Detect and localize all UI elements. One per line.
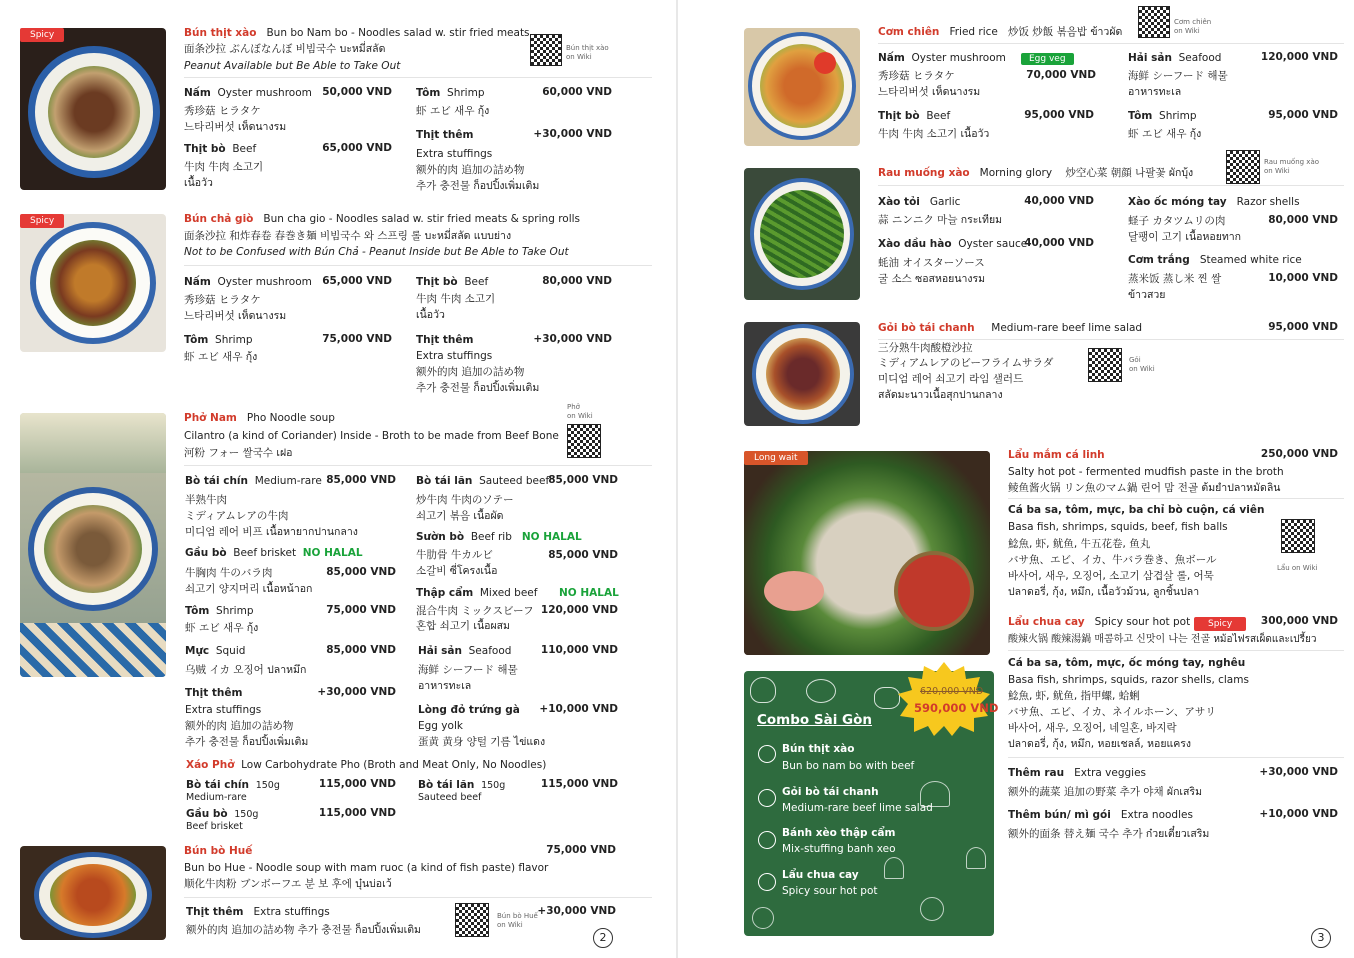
dish-translations: 炒空心菜 朝顔 나팔꽃 ผักบุ้ง bbox=[1065, 167, 1194, 179]
dish-title: Bún bò Huế bbox=[184, 845, 253, 857]
item-en: Beef brisket bbox=[233, 547, 297, 559]
item-translation: 蛏子 カタツムリの肉 bbox=[1128, 215, 1226, 227]
item-price: +10,000 VND bbox=[539, 703, 618, 715]
item-en: Beef rib bbox=[470, 531, 512, 543]
item-translation: 虾 エビ 새우 กุ้ง bbox=[416, 105, 490, 117]
item-name: Nấm bbox=[878, 52, 905, 64]
item-en: Beef bbox=[232, 143, 257, 155]
meal-icon bbox=[758, 873, 776, 891]
item-price: 80,000 VND bbox=[542, 275, 612, 287]
item-translation: バサ魚、エビ、イカ、ネイルホーン、アサリ bbox=[1008, 706, 1216, 718]
item-name: Thập cẩm bbox=[416, 587, 474, 599]
hot-pot-photo bbox=[744, 451, 990, 655]
item-price: +30,000 VND bbox=[533, 128, 612, 140]
item-name: Thịt bò bbox=[878, 110, 920, 122]
item-price: 250,000 VND bbox=[1260, 448, 1338, 460]
item-price: 110,000 VND bbox=[540, 644, 618, 656]
item-translation: 미디엄 레어 쇠고기 라임 샐러드 bbox=[878, 373, 1024, 385]
item-translation: เนื้อวัว bbox=[416, 309, 445, 321]
item-translation: 蛋黄 黄身 양털 기름 ไข่แดง bbox=[418, 736, 546, 748]
item-translation: สลัดมะนาวเนื้อสุกปานกลาง bbox=[878, 389, 1003, 401]
item-name: Cơm trắng bbox=[1128, 254, 1190, 266]
item-price: +30,000 VND bbox=[1259, 766, 1338, 778]
combo-item-en: Medium-rare beef lime salad bbox=[782, 802, 933, 814]
egg-veg-badge: Egg veg bbox=[1021, 53, 1074, 65]
item-price: 85,000 VND bbox=[326, 474, 396, 486]
dish-description: Cilantro (a kind of Coriander) Inside - Broth to be made from Beef Bone bbox=[184, 430, 559, 442]
dish-title: Bún thịt xào bbox=[184, 27, 257, 39]
item-translation: 虾 エビ 새우 กุ้ง bbox=[185, 622, 259, 634]
item-name: Gầu bò bbox=[185, 547, 227, 559]
item-price: +30,000 VND bbox=[317, 686, 396, 698]
item-price: 115,000 VND bbox=[318, 778, 396, 790]
item-price: 85,000 VND bbox=[548, 474, 618, 486]
item-translation: 미디엄 레어 비프 เนื้อหายากปานกลาง bbox=[185, 526, 358, 538]
dish-subtitle: Bun bo Nam bo - Noodles salad w. stir fried meats bbox=[266, 27, 530, 39]
item-translation: ปลาดอรี่, กุ้ง, หมึก, หอยเชลล์, หอยแครง bbox=[1008, 738, 1192, 750]
item-name: Tôm bbox=[185, 605, 210, 617]
item-translation: 추가 충전물 ก็อปปิ้งเพิ่มเติม bbox=[416, 382, 540, 394]
dish-translations: 炒饭 炒飯 볶음밥 ข้าวผัด bbox=[1007, 26, 1123, 38]
page-spine bbox=[676, 0, 678, 958]
item-translation: 海鲜 シーフード 해물 bbox=[1128, 70, 1228, 82]
item-translation: 海鲜 シーフード 해물 bbox=[418, 664, 518, 676]
item-name: Thịt bò bbox=[184, 143, 226, 155]
item-price: 120,000 VND bbox=[1260, 51, 1338, 63]
item-en: Razor shells bbox=[1236, 196, 1300, 208]
pho-photo bbox=[20, 413, 166, 677]
item-translation: 혼합 쇠고기 เนื้อผสม bbox=[416, 620, 510, 632]
dish-title: Phở Nam bbox=[184, 412, 237, 424]
item-translation: 虾 エビ 새우 กุ้ง bbox=[184, 351, 258, 363]
item-price: 85,000 VND bbox=[326, 644, 396, 656]
item-translation: 쇠고기 볶음 เนื้อผัด bbox=[416, 510, 504, 522]
item-en: Extra stuffings bbox=[416, 148, 493, 160]
dish-translations: 酸辣火锅 酸辣湯鍋 매콤하고 신맛이 나는 전골 หม้อไฟรสเผ็ดและเปรี้ยว bbox=[1008, 634, 1317, 645]
dish-title: Xáo Phở bbox=[186, 759, 235, 771]
item-en: Extra noodles bbox=[1120, 809, 1193, 821]
item-name: Tôm bbox=[1128, 110, 1153, 122]
dish-translations: 顺化牛肉粉 ブンボーフエ 분 보 후에 บุ๋นบ่อเว้ bbox=[184, 878, 392, 890]
item-translation: 牛肉 牛肉 소고기 bbox=[416, 293, 496, 305]
item-name: Thịt thêm bbox=[416, 129, 474, 141]
qr-code-icon[interactable] bbox=[1281, 519, 1315, 553]
item-en: Oyster sauce bbox=[958, 238, 1028, 250]
item-translation: 额外的肉 追加の詰め物 추가 충전물 ก็อปปิ้งเพิ่มเติม bbox=[186, 924, 421, 936]
dish-translations: 河粉 フォー 쌀국수 เฝอ bbox=[184, 447, 293, 459]
dish-subtitle: Morning glory bbox=[979, 167, 1053, 179]
item-en: Beef brisket bbox=[186, 821, 243, 832]
bun-bo-hue-photo bbox=[20, 846, 166, 940]
item-translation: 느타리버섯 เห็ดนางรม bbox=[878, 86, 981, 98]
item-translation: 秀珍菇 ヒラタケ bbox=[878, 70, 955, 82]
item-translation: ミディアムレアのビーフライムサラダ bbox=[878, 357, 1054, 369]
bun-thit-xao-photo bbox=[20, 28, 166, 190]
item-en: Sauteed beef bbox=[418, 792, 482, 803]
qr-label: Bún bò Huế on Wiki bbox=[497, 912, 538, 929]
item-name: Xào dầu hào bbox=[878, 238, 952, 250]
item-translation: 额外的蔬菜 追加の野菜 추가 야채 ผักเสริม bbox=[1008, 786, 1202, 798]
item-translation: 달팽이 고기 เนื้อหอยทาก bbox=[1128, 231, 1242, 243]
item-en: Garlic bbox=[929, 196, 961, 208]
item-name: Lòng đỏ trứng gà bbox=[418, 704, 520, 716]
item-translation: 半熟牛肉 bbox=[185, 494, 227, 506]
hotpot-ingredients-en: Basa fish, shrimps, squids, razor shells, clams bbox=[1008, 674, 1249, 686]
item-name: Thêm rau bbox=[1008, 767, 1065, 779]
dish-subtitle: Bun cha gio - Noodles salad w. stir fried meats & spring rolls bbox=[263, 213, 581, 225]
item-en: Shrimp bbox=[216, 605, 254, 617]
item-translation: 蚝油 オイスターソース bbox=[878, 257, 985, 269]
item-price: 75,000 VND bbox=[326, 604, 396, 616]
dish-note: Peanut Available but Be Able to Take Out bbox=[184, 60, 401, 72]
item-en: Shrimp bbox=[1159, 110, 1197, 122]
item-en: Extra veggies bbox=[1074, 767, 1147, 779]
item-translation: 추가 충전물 ก็อปปิ้งเพิ่มเติม bbox=[416, 180, 540, 192]
item-translation: อาหารทะเล bbox=[418, 680, 472, 692]
combo-item-name: Lẩu chua cay bbox=[782, 869, 859, 881]
dish-translations: 面条沙拉 和炸春卷 春巻き麺 비빔국수 와 스프링 롤 บะหมี่สลัด แบบย่าง bbox=[184, 230, 512, 242]
item-translation: ミディアムレアの牛肉 bbox=[185, 510, 289, 522]
dish-subtitle: Medium-rare beef lime salad bbox=[991, 322, 1143, 334]
qr-code-icon[interactable] bbox=[1088, 348, 1122, 382]
item-en: Oyster mushroom bbox=[911, 52, 1006, 64]
item-price: 10,000 VND bbox=[1268, 272, 1338, 284]
item-translation: 느타리버섯 เห็ดนางรม bbox=[184, 310, 287, 322]
item-name: Xào tỏi bbox=[878, 196, 920, 208]
item-en: Medium-rare bbox=[186, 792, 247, 803]
item-en: Seafood bbox=[468, 645, 512, 657]
item-price: +10,000 VND bbox=[1259, 808, 1338, 820]
item-price: 95,000 VND bbox=[1268, 321, 1338, 333]
item-translation: ข้าวสวย bbox=[1128, 289, 1166, 301]
item-price: 115,000 VND bbox=[318, 807, 396, 819]
item-name: Thịt thêm bbox=[416, 334, 474, 346]
page-number: 2 bbox=[593, 928, 613, 948]
qr-code-icon[interactable] bbox=[1138, 6, 1170, 38]
combo-item-name: Bún thịt xào bbox=[782, 743, 855, 755]
dish-subtitle: Spicy sour hot pot bbox=[1094, 616, 1191, 628]
item-en: Egg yolk bbox=[418, 720, 463, 732]
dish-translations: 鲮鱼酱火锅 リン魚のマム鍋 린어 맘 전골 ต้มยำปลาหมัดลิน bbox=[1008, 482, 1281, 494]
combo-title: Combo Sài Gòn bbox=[757, 712, 873, 728]
item-translation: 蒜 ニンニク 마늘 กระเทียม bbox=[878, 214, 1003, 226]
dish-note: Not to be Confused with Bún Chả - Peanut Inside but Be Able to Take Out bbox=[184, 246, 569, 258]
item-translation: 牛肉 牛肉 소고기 เนื้อวัว bbox=[878, 128, 990, 140]
item-weight: 150g bbox=[481, 780, 506, 791]
dish-subtitle: Low Carbohydrate Pho (Broth and Meat Only, No Noodles) bbox=[241, 759, 547, 771]
item-name: Bò tái lăn bbox=[416, 475, 473, 487]
item-en: Extra stuffings bbox=[185, 704, 262, 716]
item-price: 85,000 VND bbox=[326, 566, 396, 578]
combo-item-name: Gỏi bò tái chanh bbox=[782, 786, 879, 798]
item-name: Bò tái chín bbox=[185, 475, 249, 487]
dish-title: Rau muống xào bbox=[878, 167, 970, 179]
item-price: 95,000 VND bbox=[1268, 109, 1338, 121]
combo-item-name: Bánh xèo thập cẩm bbox=[782, 827, 896, 839]
item-translation: 虾 エビ 새우 กุ้ง bbox=[1128, 128, 1202, 140]
item-name: Hải sản bbox=[1128, 52, 1172, 64]
item-price: 40,000 VND bbox=[1024, 237, 1094, 249]
item-name: Tôm bbox=[416, 87, 441, 99]
item-translation: 蒸米饭 蒸し米 찐 쌀 bbox=[1128, 273, 1222, 285]
item-price: 60,000 VND bbox=[542, 86, 612, 98]
com-chien-photo bbox=[744, 28, 860, 146]
item-name: Thịt thêm bbox=[185, 687, 243, 699]
hotpot-ingredients: Cá ba sa, tôm, mực, ba chỉ bò cuộn, cá viên bbox=[1008, 504, 1265, 516]
menu-page-left bbox=[0, 0, 676, 958]
no-halal-badge: NO HALAL bbox=[559, 587, 619, 599]
dish-translations: 面条沙拉 ぶんぼなんぼ 비빔국수 บะหมี่สลัด bbox=[184, 43, 386, 55]
item-translation: 炒牛肉 牛肉のソテー bbox=[416, 494, 514, 506]
dish-title: Bún chả giò bbox=[184, 213, 254, 225]
qr-label: Cơm chiên on Wiki bbox=[1174, 18, 1212, 35]
rau-muong-photo bbox=[744, 168, 860, 300]
no-halal-badge: NO HALAL bbox=[521, 531, 582, 543]
item-translation: 바사어, 새우, 오징어, 소고기 삼겹살 롤, 어묵 bbox=[1008, 570, 1214, 582]
spicy-badge: Spicy bbox=[1194, 617, 1246, 631]
item-translation: 굴 소스 ซอสหอยนางรม bbox=[878, 273, 986, 285]
item-price: 80,000 VND bbox=[1268, 214, 1338, 226]
item-translation: 소갈비 ซี่โครงเนื้อ bbox=[416, 565, 498, 577]
item-name: Thịt bò bbox=[416, 276, 458, 288]
item-name: Hải sản bbox=[418, 645, 462, 657]
item-price: 120,000 VND bbox=[540, 604, 618, 616]
item-translation: 三分熟牛肉酸橙沙拉 bbox=[878, 342, 973, 354]
hotpot-ingredients: Cá ba sa, tôm, mực, ốc móng tay, nghêu bbox=[1008, 657, 1246, 669]
item-price: 300,000 VND bbox=[1260, 615, 1338, 627]
item-name: Thêm bún/ mì gói bbox=[1008, 809, 1111, 821]
item-weight: 150g bbox=[234, 809, 259, 820]
item-translation: 额外的肉 追加の詰め物 bbox=[416, 164, 525, 176]
dish-title: Lẩu mắm cá linh bbox=[1008, 449, 1105, 461]
item-translation: 秀珍菇 ヒラタケ bbox=[184, 294, 261, 306]
item-price: 115,000 VND bbox=[540, 778, 618, 790]
item-price: 75,000 VND bbox=[546, 844, 616, 856]
item-en: Shrimp bbox=[215, 334, 253, 346]
item-name: Gầu bò bbox=[186, 808, 228, 820]
bun-cha-gio-photo bbox=[20, 214, 166, 352]
qr-code-icon[interactable] bbox=[567, 424, 601, 458]
item-translation: 鯰魚, 虾, 鱿鱼, 牛五花卷, 鱼丸 bbox=[1008, 538, 1151, 550]
item-en: Extra stuffings bbox=[253, 906, 330, 918]
item-price: 65,000 VND bbox=[322, 142, 392, 154]
page-number: 3 bbox=[1311, 928, 1331, 948]
item-price: 85,000 VND bbox=[548, 549, 618, 561]
item-translation: 额外的肉 追加の詰め物 bbox=[185, 720, 294, 732]
combo-new-price: 590,000 VND bbox=[914, 701, 999, 715]
qr-label: Lẩu on Wiki bbox=[1277, 564, 1318, 572]
goi-bo-photo bbox=[744, 322, 860, 426]
item-en: Extra stuffings bbox=[416, 350, 493, 362]
qr-code-icon[interactable] bbox=[530, 34, 562, 66]
item-en: Medium-rare bbox=[254, 475, 322, 487]
combo-item-en: Mix-stuffing banh xeo bbox=[782, 843, 896, 855]
item-price: 40,000 VND bbox=[1024, 195, 1094, 207]
dish-title: Lẩu chua cay bbox=[1008, 616, 1085, 628]
item-name: Mực bbox=[185, 645, 210, 657]
dish-title: Cơm chiên bbox=[878, 26, 940, 38]
dish-description: Bun bo Hue - Noodle soup with mam ruoc (a kind of fish paste) flavor bbox=[184, 862, 549, 874]
qr-label: Phở on Wiki bbox=[567, 403, 593, 420]
item-translation: 쇠고기 양지머리 เนื้อหน้าอก bbox=[185, 583, 313, 595]
item-en: Sauteed beef bbox=[479, 475, 550, 487]
spicy-badge: Spicy bbox=[20, 28, 64, 42]
item-en: Beef bbox=[464, 276, 489, 288]
item-translation: バサ魚、エビ、イカ、牛バラ巻き、魚ボール bbox=[1008, 554, 1217, 566]
item-en: Oyster mushroom bbox=[217, 276, 312, 288]
item-en: Mixed beef bbox=[479, 587, 538, 599]
dish-subtitle: Fried rice bbox=[949, 26, 998, 38]
qr-code-icon[interactable] bbox=[1226, 150, 1260, 184]
item-en: Squid bbox=[215, 645, 246, 657]
item-price: 50,000 VND bbox=[322, 86, 392, 98]
item-name: Thịt thêm bbox=[186, 906, 244, 918]
dish-description: Salty hot pot - fermented mudfish paste in the broth bbox=[1008, 466, 1284, 478]
item-translation: 느타리버섯 เห็ดนางรม bbox=[184, 121, 287, 133]
item-name: Tôm bbox=[184, 334, 209, 346]
meal-icon bbox=[758, 831, 776, 849]
item-translation: 秀珍菇 ヒラタケ bbox=[184, 105, 261, 117]
qr-code-icon[interactable] bbox=[455, 903, 489, 937]
item-name: Xào ốc móng tay bbox=[1128, 196, 1227, 208]
item-translation: 牛胸肉 牛のバラ肉 bbox=[185, 567, 273, 579]
item-price: 95,000 VND bbox=[1024, 109, 1094, 121]
item-price: +30,000 VND bbox=[533, 333, 612, 345]
combo-item-en: Spicy sour hot pot bbox=[782, 885, 878, 897]
hotpot-ingredients-en: Basa fish, shrimps, squids, beef, fish balls bbox=[1008, 521, 1228, 533]
item-translation: 鯰魚, 虾, 鱿鱼, 指甲螺, 蛤蜊 bbox=[1008, 690, 1140, 702]
item-translation: อาหารทะเล bbox=[1128, 86, 1182, 98]
item-name: Bò tái chín bbox=[186, 779, 250, 791]
item-translation: ปลาดอรี่, กุ้ง, หมึก, เนื้อวัวม้วน, ลูกชิ้นปลา bbox=[1008, 586, 1200, 598]
combo-old-price: 620,000 VND bbox=[920, 686, 984, 697]
item-translation: 바사어, 새우, 오징어, 네일혼, 바지락 bbox=[1008, 722, 1177, 734]
no-halal-badge: NO HALAL bbox=[302, 547, 363, 559]
item-translation: 牛肉 牛肉 소고기 bbox=[184, 161, 264, 173]
price-burst bbox=[896, 660, 992, 738]
item-price: +30,000 VND bbox=[537, 905, 616, 917]
item-price: 70,000 VND bbox=[1026, 69, 1096, 81]
item-name: Nấm bbox=[184, 87, 211, 99]
item-weight: 150g bbox=[255, 780, 280, 791]
item-en: Beef bbox=[926, 110, 951, 122]
dish-subtitle: Pho Noodle soup bbox=[246, 412, 335, 424]
qr-label: Rau muống xào on Wiki bbox=[1264, 158, 1320, 175]
long-wait-badge: Long wait bbox=[744, 451, 808, 465]
item-translation: 混合牛肉 ミックスビーフ bbox=[416, 605, 534, 617]
item-name: Sườn bò bbox=[416, 531, 465, 543]
qr-label: Bún thịt xào on Wiki bbox=[566, 44, 609, 61]
item-en: Seafood bbox=[1178, 52, 1222, 64]
item-price: 65,000 VND bbox=[322, 275, 392, 287]
qr-label: Gỏi on Wiki bbox=[1129, 356, 1155, 373]
meal-icon bbox=[758, 789, 776, 807]
meal-icon bbox=[758, 745, 776, 763]
item-name: Bò tái lăn bbox=[418, 779, 475, 791]
item-en: Steamed white rice bbox=[1199, 254, 1302, 266]
item-translation: 额外的肉 追加の詰め物 bbox=[416, 366, 525, 378]
item-translation: 乌贼 イカ 오징어 ปลาหมึก bbox=[185, 664, 307, 676]
item-translation: เนื้อวัว bbox=[184, 177, 213, 189]
item-translation: 추가 충전물 ก็อปปิ้งเพิ่มเติม bbox=[185, 736, 309, 748]
item-price: 75,000 VND bbox=[322, 333, 392, 345]
item-en: Shrimp bbox=[447, 87, 485, 99]
combo-item-en: Bun bo nam bo with beef bbox=[782, 760, 915, 772]
item-name: Nấm bbox=[184, 276, 211, 288]
item-translation: 牛肋骨 牛カルビ bbox=[416, 549, 493, 561]
item-translation: 额外的面条 替え麺 국수 추가 ก๋วยเตี๋ยวเสริม bbox=[1008, 828, 1210, 840]
spicy-badge: Spicy bbox=[20, 214, 64, 228]
item-en: Oyster mushroom bbox=[217, 87, 312, 99]
dish-title: Gỏi bò tái chanh bbox=[878, 322, 975, 334]
